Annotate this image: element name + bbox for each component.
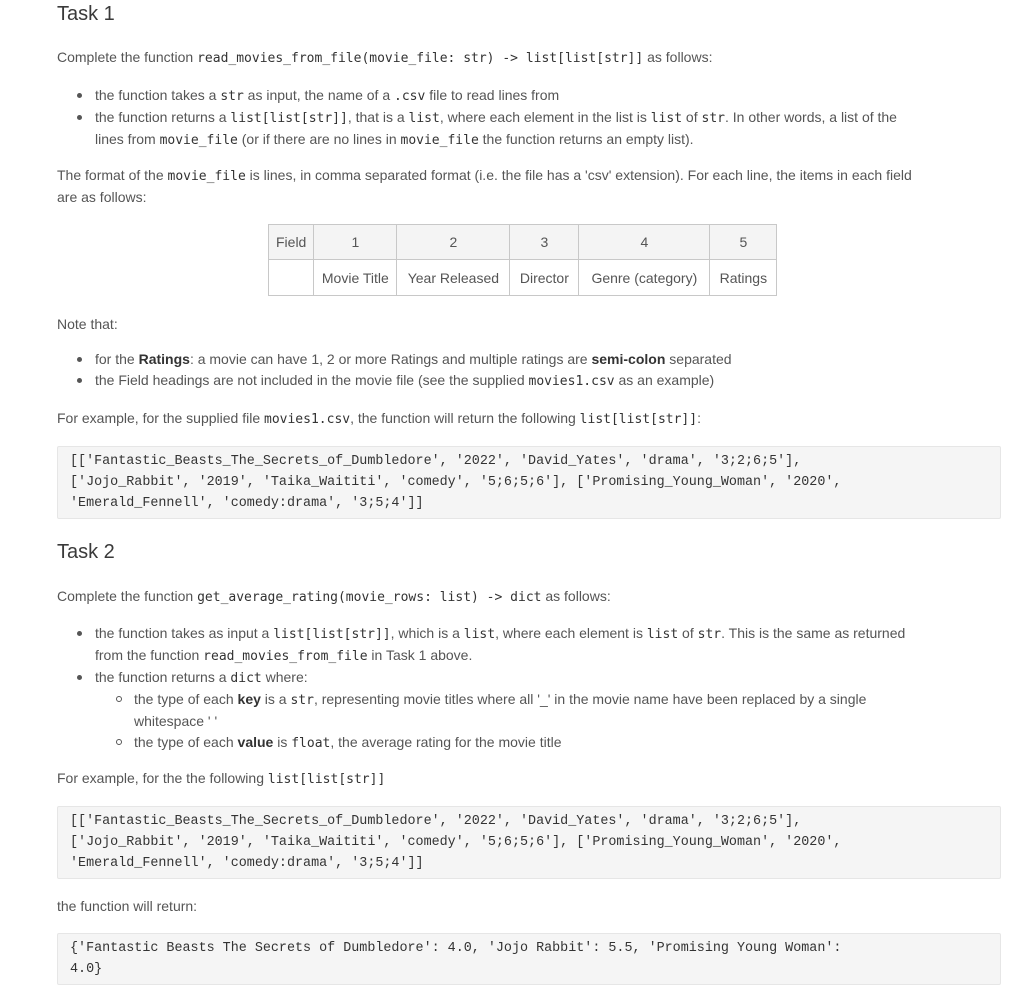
table-cell: Genre (category) [579,260,710,296]
returns-label: the function will return: [57,898,198,914]
task2-heading: Task 2 [57,541,115,563]
list-item: the function returns a list[list[str]], that is a list, where each element in the list is list of str. In other words, a list of the lines from movie_file (or if there are no lines in movie_file the function returns an empty list). [57,107,997,151]
task1-intro: Complete the function read_movies_from_file(movie_file: str) -> list[list[str]] as follows: [57,49,713,66]
table-cell: 5 [710,225,777,260]
table-row [269,260,777,296]
result-code-block [57,933,1001,985]
table-cell: Director [510,260,579,296]
function-signature: get_average_rating(movie_rows: list) -> dict [197,590,542,605]
task1-code-block [57,446,1001,519]
list-item: the function returns a dict where: the type of each key is a str, representing movie titles where all '_' in the movie name have been replaced by a single whitespace ' ' the type of each value is float, the average rating for the movie title [57,667,1002,754]
table-cell: 2 [397,225,510,260]
sub-list-item: the type of each key is a str, representing movie titles where all '_' in the movie name have been replaced by a single whitespace ' ' [95,689,1002,732]
list-item: the function takes a str as input, the name of a .csv file to read lines from [57,85,997,107]
task1-heading: Task 1 [57,3,115,25]
table-cell [269,260,314,296]
code-line: [['Fantastic_Beasts_The_Secrets_of_Dumbledore', '2022', 'David_Yates', 'drama', '3;2;6;5'], [70,454,802,469]
table-cell: Field [269,225,314,260]
sub-list-item: the type of each value is float, the average rating for the movie title [95,732,1002,754]
task2-bullets [57,623,1002,754]
task2-example-text: For example, for the the following list[list[str]] [57,770,386,787]
list-item: the Field headings are not included in the movie file (see the supplied movies1.csv as an example) [57,370,997,392]
code-line: 'Emerald_Fennell', 'comedy:drama', '3;5;4']] [70,496,424,511]
task1-bullets [57,85,997,151]
table-header-row [269,225,777,260]
code-line: 'Emerald_Fennell', 'comedy:drama', '3;5;4']] [70,856,424,871]
code-line: ['Jojo_Rabbit', '2019', 'Taika_Waititi', 'comedy', '5;6;5;6'], ['Promising_Young_Woman', '2020', [70,835,842,850]
task2-code-block [57,806,1001,879]
note-label: Note that: [57,316,118,332]
format-description: The format of the movie_file is lines, in comma separated format (i.e. the file has a 'csv' extension). For each line, the items in each field are as follows: [57,167,912,205]
table-cell: Movie Title [314,260,397,296]
table-cell: 4 [579,225,710,260]
field-table [268,224,777,296]
task2-intro: Complete the function get_average_rating(movie_rows: list) -> dict as follows: [57,588,611,605]
table-cell: Ratings [710,260,777,296]
function-signature: read_movies_from_file(movie_file: str) -> list[list[str]] [197,51,644,66]
list-item: for the Ratings: a movie can have 1, 2 or more Ratings and multiple ratings are semi-colon separated [57,349,997,370]
code-line: {'Fantastic Beasts The Secrets of Dumbledore': 4.0, 'Jojo Rabbit': 5.5, 'Promising Young Woman': [70,941,842,956]
sub-bullets [95,689,1002,754]
task1-example-text: For example, for the supplied file movies1.csv, the function will return the following list[list[str]]: [57,410,701,427]
note-bullets [57,349,997,392]
list-item: the function takes as input a list[list[str]], which is a list, where each element is list of str. This is the same as returned from the function read_movies_from_file in Task 1 above. [57,623,1002,667]
table-cell: 1 [314,225,397,260]
table-cell: Year Released [397,260,510,296]
code-line: [['Fantastic_Beasts_The_Secrets_of_Dumbledore', '2022', 'David_Yates', 'drama', '3;2;6;5'], [70,814,802,829]
code-line: 4.0} [70,962,103,977]
code-line: ['Jojo_Rabbit', '2019', 'Taika_Waititi', 'comedy', '5;6;5;6'], ['Promising_Young_Woman', '2020', [70,475,842,490]
table-cell: 3 [510,225,579,260]
